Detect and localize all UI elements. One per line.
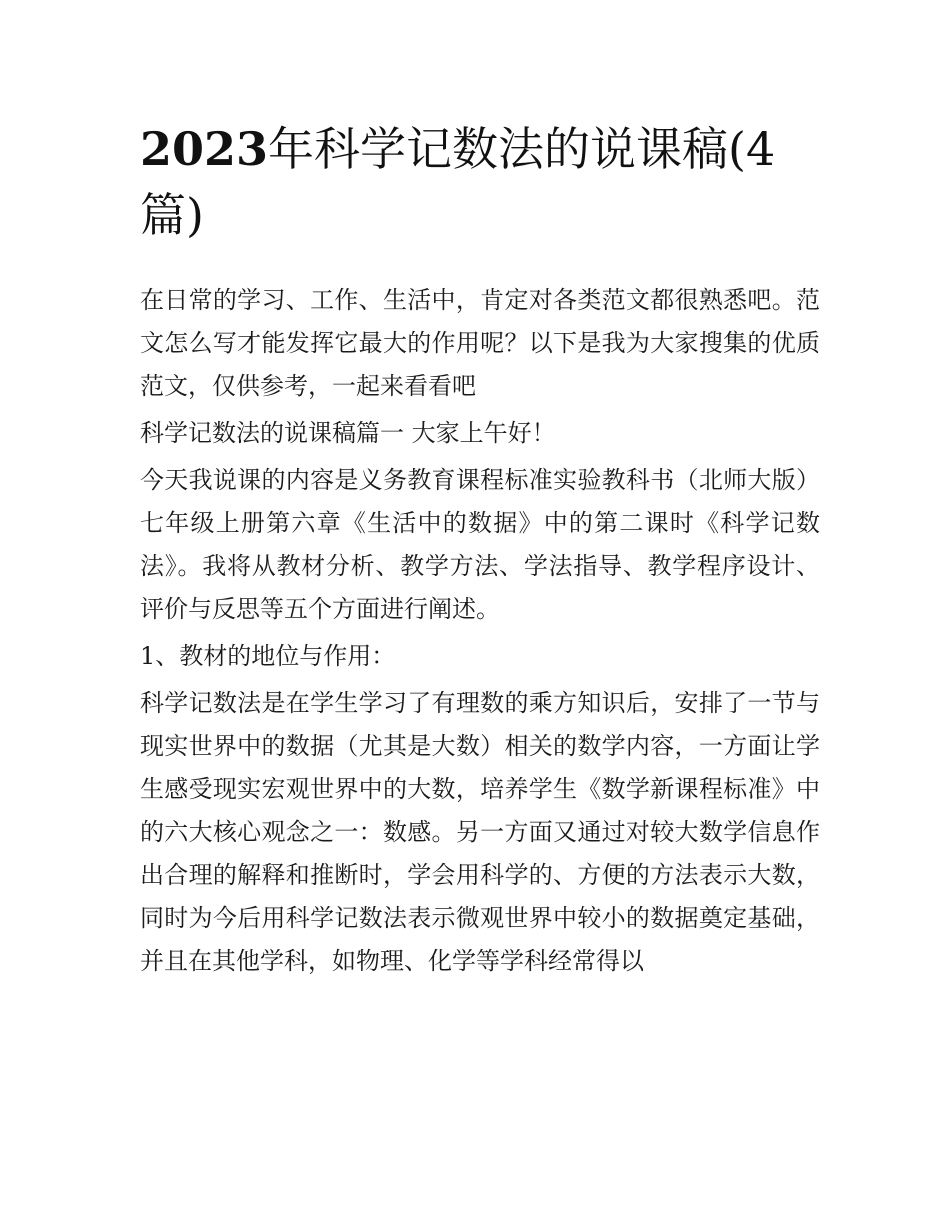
- document-body: [140, 279, 820, 987]
- title-text: 年科学记数法的说课稿(4篇): [140, 122, 776, 242]
- title-year: 2023: [140, 122, 269, 176]
- lesson-content-paragraph: 今天我说课的内容是义务教育课程标准实验教科书（北师大版）七年级上册第六章《生活中的数据》中的第二课时《科学记数法》。我将从教材分析、教学方法、学法指导、教学程序设计、评价与反思等五个方面进行阐述。: [140, 466, 820, 623]
- intro-paragraph: 在日常的学习、工作、生活中，肯定对各类范文都很熟悉吧。范文怎么写才能发挥它最大的作用呢？以下是我为大家搜集的优质范文，仅供参考，一起来看看吧: [140, 286, 820, 400]
- section-heading: 科学记数法的说课稿篇一 大家上午好！: [140, 419, 556, 447]
- document-title: [140, 116, 820, 248]
- material-role-paragraph: 科学记数法是在学生学习了有理数的乘方知识后，安排了一节与现实世界中的数据（尤其是大数）相关的数学内容，一方面让学生感受现实宏观世界中的大数，培养学生《数学新课程标准》中的六大核心观念之一：数感。另一方面又通过对较大数学信息作出合理的解释和推断时，学会用科学的、方便的方法表示大数，同时为今后用科学记数法表示微观世界中较小的数据奠定基础，并且在其他学科，如物理、化学等学科经常得以: [140, 689, 820, 975]
- subheading-material-role: 1、教材的地位与作用：: [140, 642, 396, 670]
